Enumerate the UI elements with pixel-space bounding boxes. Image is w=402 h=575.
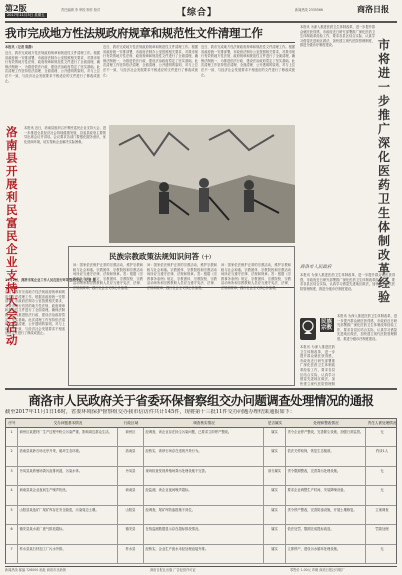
table-cell-issue: 镇安县某水泥厂废气排放超标。 bbox=[18, 525, 118, 543]
table-cell-region: 镇安县 bbox=[118, 525, 144, 543]
table-cell-region: 山阳县 bbox=[118, 506, 144, 524]
table-row bbox=[6, 525, 396, 544]
header-person: 责任人被处理情况 bbox=[367, 421, 397, 425]
section-name: 综合 bbox=[187, 8, 208, 18]
notice-intro: 截至2017年11月1日16时，省委环境保护督察组交办我市信访件共计145件，现将第十三批11件交办问题办理结果通报如下： bbox=[5, 409, 296, 415]
top-article-byline: 本报讯（记者 陈静） bbox=[5, 45, 35, 49]
photo-caption: 11月2日，商洛市某企业工作人员在进行环境整治作业。记者 摄 bbox=[5, 278, 96, 282]
top-article-title: 我市完成地方性法规政府规章和规范性文件清理工作 bbox=[5, 26, 263, 40]
table-row bbox=[6, 506, 396, 525]
table-cell-person: 无 bbox=[380, 488, 384, 493]
header-issue: 交办问题基本情况 bbox=[53, 421, 83, 425]
page-header bbox=[5, 3, 397, 21]
table-cell-check: 经调查，该企业存在扬尘污染问题，已要求立即停产整改。 bbox=[144, 428, 264, 446]
table-cell-region: 商南县 bbox=[118, 486, 144, 504]
table-cell-issue: 山阳县某选矿厂尾矿库存在安全隐患，污染周边土壤。 bbox=[18, 506, 118, 524]
table-cell-handle: 责令停产整改，完善防渗设施，开展土壤修复。 bbox=[286, 506, 366, 524]
header-handle: 处理和整改情况 bbox=[313, 421, 339, 425]
table-cell-handle: 依法处罚，限期完成提标改造。 bbox=[286, 525, 366, 543]
table-cell-issue: 丹凤县某养殖场粪污直排河道，污染水体。 bbox=[18, 467, 118, 485]
table-cell-issue: 洛南县某砂石场无序开采，破坏生态环境。 bbox=[18, 447, 118, 465]
table-cell-no: 4 bbox=[6, 486, 18, 504]
logo-below-body: 本报讯 为深入推进医药卫生体制改革，进一步提升群众就医获得感，市政府近日研究部署推广深化医药卫生体制改革经验工作，要求各县区结合实际，认真学习借鉴先进地区做法，加快建立现代医院管理制 bbox=[300, 345, 335, 386]
logo-text: 民族宗教 bbox=[321, 319, 333, 331]
side-article-body: 本报讯 近日，洛南县组织召开利民富民企业支持大会，进一步推进全县经济社会持续健康发展，县委县政府主要领导出席会议并讲话。会议要求各部门要强化服务意识，优化营商环境，切实帮助企业解决实际困难。 bbox=[24, 126, 106, 144]
news-photo bbox=[109, 125, 295, 243]
table-cell-handle: 责令企业停产整改，完善除尘设施，加强日常监管。 bbox=[286, 428, 366, 446]
table-cell-person: 无 bbox=[380, 546, 384, 551]
notice-top-rule bbox=[5, 388, 397, 390]
table-row bbox=[6, 545, 396, 564]
knowledge-title bbox=[109, 251, 214, 262]
table-cell-check: 经核实，该砂石场存在违规开采行为。 bbox=[144, 447, 264, 465]
editors-line: 责任编辑 李 审校 制作 校对 bbox=[61, 8, 101, 12]
table-cell-person: 立案调查 bbox=[375, 507, 389, 512]
date-label: 2017年11月3日 星期五 bbox=[7, 13, 45, 17]
knowledge-title-text: 民族宗教政策法规知识问答 bbox=[109, 252, 199, 261]
table-cell-true: 属实 bbox=[264, 545, 286, 563]
table-body bbox=[6, 428, 396, 564]
table-cell-no: 7 bbox=[6, 545, 18, 563]
side-headline: 洛南县开展利民富民企业支持大会活动 bbox=[6, 125, 18, 347]
emblem-icon bbox=[300, 318, 316, 340]
table-cell-person: 约谈1人 bbox=[376, 449, 388, 454]
footer-left: 新闻热线 邮编 726000 地址 商洛市北新街 bbox=[5, 568, 66, 572]
table-cell-person: 无 bbox=[380, 430, 384, 434]
table-cell-true: 属实 bbox=[264, 447, 286, 465]
table-cell-no: 2 bbox=[6, 447, 18, 465]
knowledge-box bbox=[68, 246, 295, 386]
top-article-body-col1: 近日，我市完成地方性法规政府规章和规范性文件清理工作。根据省政府统一安排部署，市政府法制办公室按照相关要求，对我市现行有效的地方性法规、政府规章和规范性文件进行了全面清理，确保法制统一，为推进依法行政、建设法治政府奠定了坚实基础。此次清理工作坚持依法清理、全面清理、公开透明的原则，对与上位法不一致、与经济社会发展要求不相适应的文件进行了修改或废止。 bbox=[5, 51, 100, 83]
knowledge-body-col2: 问：国家依法保护正常的宗教活动，维护宗教和睦与社会和谐。宗教团体、宗教院校和宗教活动场所应当遵守法律、法规和规章。答：根据《宗教事务条例》规定，宗教团体、宗教院校、宗教活动场所和宗教教职人员应当遵守宪法、法律、法规和规章，践行社会主义核心价值观。 bbox=[147, 263, 217, 290]
table-row bbox=[6, 428, 396, 447]
top-article-body-col2: 近日，我市完成地方性法规政府规章和规范性文件清理工作。根据省政府统一安排部署，市政府法制办公室按照相关要求，对我市现行有效的地方性法规、政府规章和规范性文件进行了全面清理，确保法制统一，为推进依法行政、建设法治政府奠定了坚实基础。此次清理工作坚持依法清理、全面清理、公开透明的原则，对与上位法不一致、与经济社会发展要求不相适应的文件进行了修改或废止。 bbox=[103, 45, 198, 77]
table-cell-true: 属实 bbox=[264, 428, 286, 446]
table-cell-check: 经核实，企业生产废水未经处理直接外排。 bbox=[144, 545, 264, 563]
table-cell-handle: 要求企业调整生产时间，安装降噪设备。 bbox=[286, 486, 366, 504]
knowledge-body-col3: 问：国家依法保护正常的宗教活动，维护宗教和睦与社会和谐。宗教团体、宗教院校和宗教活动场所应当遵守法律、法规和规章。答：根据《宗教事务条例》规定，宗教团体、宗教院校、宗教活动场所和宗教教职人员应当遵守宪法、法律、法规和规章，践行社会主义核心价值观。 bbox=[221, 263, 291, 290]
table-cell-no: 5 bbox=[6, 506, 18, 524]
table-cell-issue: 商南县某企业夜间生产噪声扰民。 bbox=[18, 486, 118, 504]
header-true: 是否属实 bbox=[267, 421, 283, 425]
table-cell-check: 经调查，尾矿库防渗措施不到位。 bbox=[144, 506, 264, 524]
table-cell-check: 经监测，该企业夜间噪声超标。 bbox=[144, 486, 264, 504]
table-cell-region: 洛南县 bbox=[118, 447, 144, 465]
table-cell-person: 无 bbox=[380, 468, 384, 473]
table-cell-no: 3 bbox=[6, 467, 18, 485]
table-cell-issue: 商州区某建材厂生产过程中粉尘污染严重，影响周边群众生活。 bbox=[18, 428, 118, 446]
table-cell-check: 在线监测数据显示存在超标排放情况。 bbox=[144, 525, 264, 543]
footer-right: 零售价 1.00元 印刷 商洛日报社印刷厂 bbox=[290, 568, 345, 572]
table-cell-no: 1 bbox=[6, 428, 18, 446]
contact-line: 新闻热线 2335566 bbox=[295, 8, 323, 12]
masthead: 商洛日报 bbox=[357, 4, 389, 14]
section-title: 【综合】 bbox=[177, 8, 218, 18]
table-cell-true: 属实 bbox=[264, 486, 286, 504]
table-cell-region: 商州区 bbox=[118, 428, 144, 446]
knowledge-body-col1: 问：国家依法保护正常的宗教活动，维护宗教和睦与社会和谐。宗教团体、宗教院校和宗教活动场所应当遵守法律、法规和规章。答：根据《宗教事务条例》规定，宗教团体、宗教院校、宗教活动场所和宗教教职人员应当遵守宪法、法律、法规和规章，践行社会主义核心价值观。 bbox=[73, 263, 143, 290]
table-cell-true: 属实 bbox=[264, 525, 286, 543]
header-region: 行政区域 bbox=[123, 421, 139, 425]
table-cell-true: 属实 bbox=[264, 506, 286, 524]
table-cell-issue: 柞水县某石材加工厂污水外排。 bbox=[18, 545, 118, 563]
table-cell-handle: 立即停产，建设污水循环处理设施。 bbox=[286, 545, 366, 563]
right-lower-body: 本报讯 为深入推进医药卫生体制改革，进一步提升群众就医获得感，市政府近日研究部署推广深化医药卫生体制改革经验工作，要求各县区结合实际，认真学习借鉴先进地区做法，加快建立现代医院管理制度，推进分级诊疗制度建设。 bbox=[300, 273, 395, 291]
table-cell-person: 罚款处理 bbox=[375, 527, 389, 532]
header-no: 序号 bbox=[8, 421, 16, 425]
table-header-row bbox=[6, 419, 396, 428]
right-article-body: 本报讯 为深入推进医药卫生体制改革，进一步提升群众就医获得感，市政府近日研究部署推广深化医药卫生体制改革经验工作，要求各县区结合实际，认真学习借鉴先进地区做法，加快建立现代医院管理制度，推进分级诊疗制度建设。 bbox=[300, 25, 375, 48]
edition-label: 第2版 bbox=[5, 3, 27, 13]
table-row bbox=[6, 447, 396, 466]
ethnic-logo bbox=[300, 318, 316, 340]
header-check: 调查核实情况 bbox=[193, 421, 215, 425]
table-cell-true: 部分属实 bbox=[264, 467, 286, 485]
logo-side-body: 本报讯 为深入推进医药卫生体制改革，进一步提升群众就医获得感，市政府近日研究部署推广深化医药卫生体制改革经验工作，要求各县区结合实际，认真学习借鉴先进地区做法，加快建立现代医院管理制度，推进分级诊疗制度建设。 bbox=[337, 314, 397, 341]
knowledge-part: （十） bbox=[199, 255, 215, 261]
right-headline: 市将进一步推广深化医药卫生体制改革经验 bbox=[378, 38, 391, 304]
top-title-rule bbox=[5, 42, 295, 43]
table-row bbox=[6, 467, 396, 486]
photo-scene-icon bbox=[109, 125, 295, 243]
right-caption: 商洛市人民政府 bbox=[300, 265, 332, 270]
table-cell-check: 现场检查发现养殖场粪污处理设施不完善。 bbox=[144, 467, 264, 485]
table-row bbox=[6, 486, 396, 505]
table-cell-region: 柞水县 bbox=[118, 545, 144, 563]
table-cell-region: 丹凤县 bbox=[118, 467, 144, 485]
footer-mid: 商洛日报社出版 广告经营许可证 bbox=[150, 568, 196, 572]
table-cell-no: 6 bbox=[6, 525, 18, 543]
lower-left-body: 近日，我市完成地方性法规政府规章和规范性文件清理工作。根据省政府统一安排部署，市政府法制办公室按照相关要求，对我市现行有效的地方性法规、政府规章和规范性文件进行了全面清理，确保法制统一，为推进依法行政、建设法治政府奠定了坚实基础。此次清理工作坚持依法清理、全面清理、公开透明的原则，对与上位法不一致、与经济社会发展要求不相适应的文件进行了修改或废止。 bbox=[5, 290, 65, 336]
table-cell-handle: 依法关停取缔，恢复生态植被。 bbox=[286, 447, 366, 465]
table-cell-handle: 责令限期整改，完善粪污处理设施。 bbox=[286, 467, 366, 485]
handling-table bbox=[5, 418, 397, 564]
notice-title: 商洛市人民政府关于省委环保督察组交办问题调查处理情况的通报 bbox=[28, 393, 374, 408]
header-rule bbox=[5, 21, 397, 23]
top-article-body-col3: 近日，我市完成地方性法规政府规章和规范性文件清理工作。根据省政府统一安排部署，市政府法制办公室按照相关要求，对我市现行有效的地方性法规、政府规章和规范性文件进行了全面清理，确保法制统一，为推进依法行政、建设法治政府奠定了坚实基础。此次清理工作坚持依法清理、全面清理、公开透明的原则，对与上位法不一致、与经济社会发展要求不相适应的文件进行了修改或废止。 bbox=[201, 45, 295, 77]
